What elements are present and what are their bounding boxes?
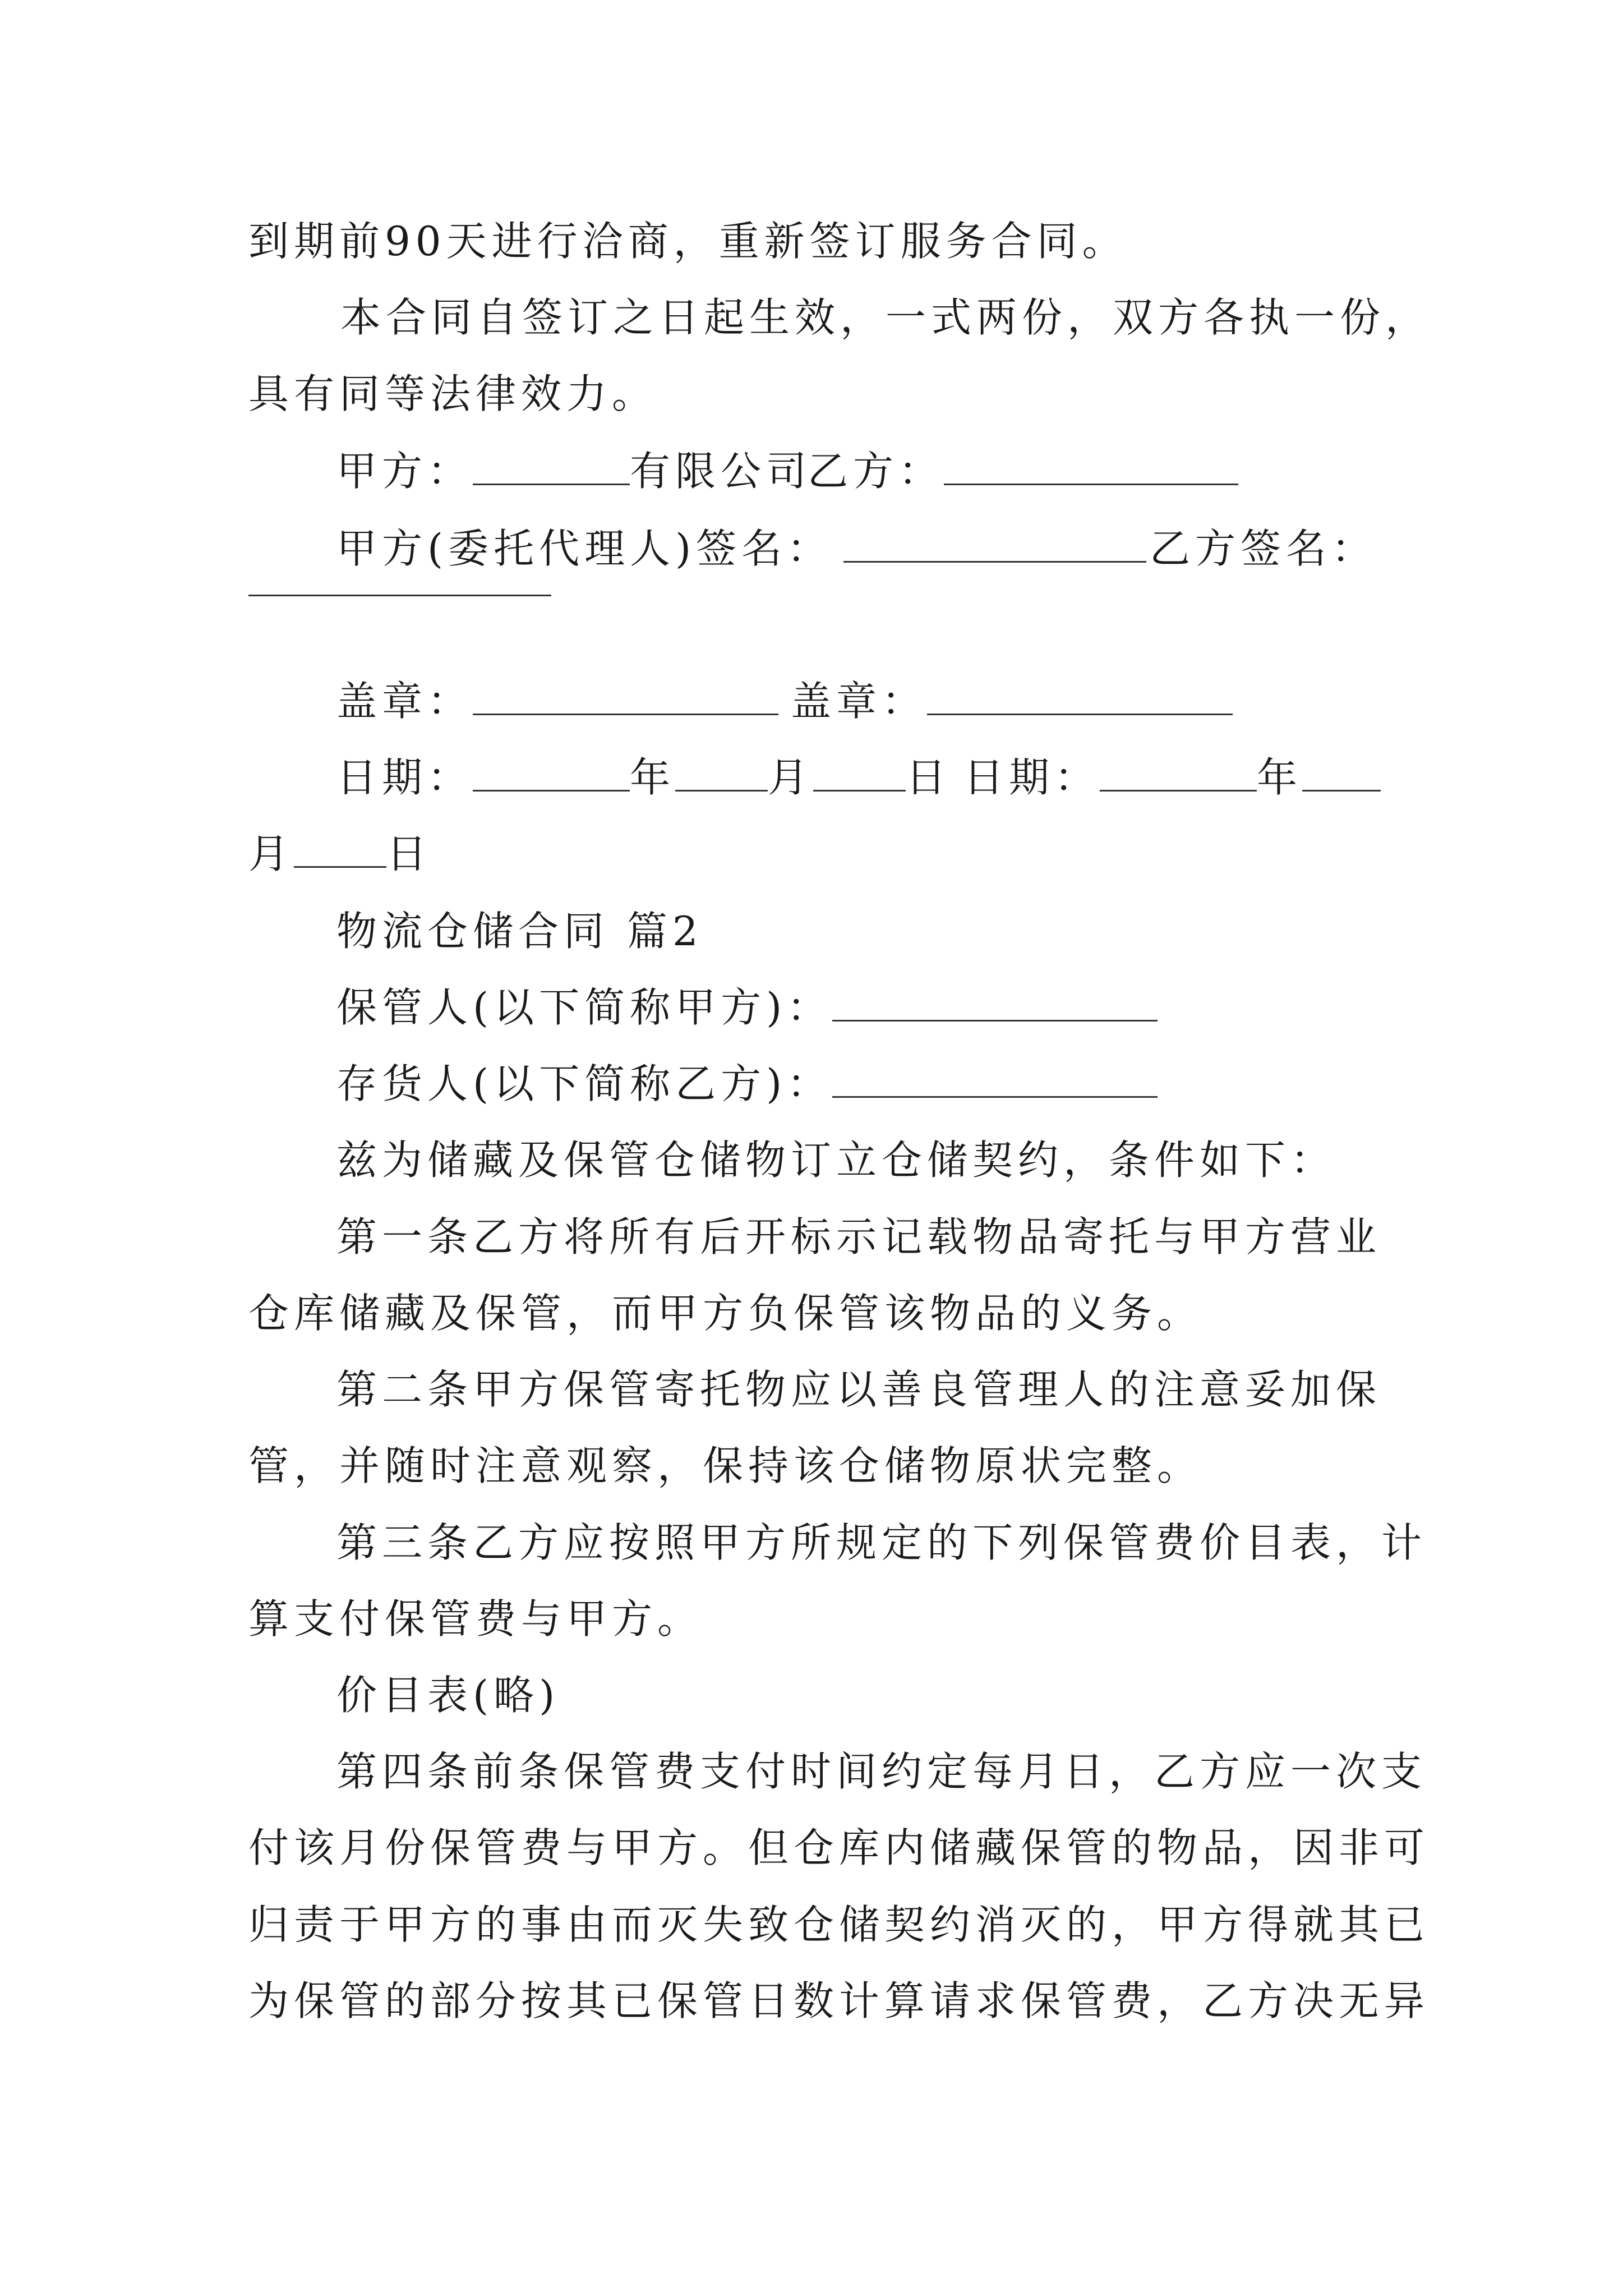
sign-a-blank[interactable] (843, 522, 1146, 563)
paragraph-line (336, 1743, 1427, 1800)
sign-a-label: 甲方(委托代理人)签名： (336, 525, 833, 572)
party-b-line (808, 443, 1238, 499)
line-text: 第三条乙方应按照甲方所规定的下列保管费价目表，计 (336, 1519, 1427, 1566)
depositor-line (336, 1056, 1158, 1112)
day-a-blank[interactable] (813, 751, 906, 792)
month-a-blank[interactable] (675, 751, 768, 792)
line-text: 第一条乙方将所有后开标示记载物品寄托与甲方营业 (336, 1213, 1382, 1260)
seal-a-label: 盖章： (336, 678, 473, 725)
line-text: 到期前90天进行洽商，重新签订服务合同。 (248, 218, 1128, 265)
company-suffix: 有限公司 (630, 448, 812, 495)
sign-b-blank[interactable] (248, 595, 551, 596)
sign-b-label: 乙方签名： (1150, 525, 1377, 572)
paragraph-line (248, 1438, 1381, 1494)
party-a-blank[interactable] (473, 444, 630, 485)
month-b-blank-start[interactable] (1302, 751, 1381, 792)
custodian-label: 保管人(以下简称甲方)： (336, 984, 833, 1031)
section-title-text: 物流仓储合同 篇2 (336, 908, 703, 955)
intro-text: 兹为储藏及保管仓储物订立仓储契约，条件如下： (336, 1137, 1336, 1184)
party-b-blank[interactable] (944, 444, 1238, 485)
seal-line-a (336, 673, 778, 729)
date-line-b (963, 749, 1381, 806)
custodian-line (336, 979, 1158, 1036)
day-b-label: 日 (386, 830, 432, 877)
party-a-label: 甲方： (336, 448, 473, 495)
section-title (336, 903, 703, 959)
seal-a-blank[interactable] (473, 674, 778, 715)
paragraph-line (340, 289, 1431, 346)
year-b-label: 年 (1257, 754, 1303, 801)
month-a-label: 月 (768, 754, 814, 801)
paragraph-line (248, 1820, 1430, 1876)
paragraph-line (248, 1591, 1381, 1647)
line-text: 仓库储藏及保管，而甲方负保管该物品的义务。 (248, 1290, 1203, 1337)
day-b-blank[interactable] (294, 827, 386, 868)
depositor-label: 存货人(以下简称乙方)： (336, 1060, 833, 1107)
signature-line-a (336, 521, 1146, 577)
paragraph-line (336, 1361, 1381, 1418)
date-line-b-cont (248, 826, 432, 882)
line-text: 具有同等法律效力。 (248, 370, 658, 417)
price-list-text: 价目表(略) (336, 1672, 560, 1719)
line-text: 第二条甲方保管寄托物应以善良管理人的注意妥加保 (336, 1366, 1382, 1413)
line-text: 第四条前条保管费支付时间约定每月日，乙方应一次支 (336, 1748, 1427, 1795)
day-a-label: 日 (906, 754, 952, 801)
paragraph-line (336, 1515, 1427, 1571)
month-b-label: 月 (248, 830, 294, 877)
seal-line-b (791, 673, 1233, 729)
date-line (336, 749, 951, 806)
year-a-label: 年 (630, 754, 676, 801)
line-text: 本合同自签订之日起生效，一式两份，双方各执一份， (340, 294, 1431, 341)
year-a-blank[interactable] (473, 751, 630, 792)
seal-b-label: 盖章： (791, 678, 928, 725)
line-text: 付该月份保管费与甲方。但仓库内储藏保管的物品，因非可 (248, 1824, 1430, 1871)
year-b-blank[interactable] (1100, 751, 1257, 792)
paragraph-line (248, 1973, 1430, 2029)
paragraph-line (248, 213, 1381, 269)
depositor-blank[interactable] (832, 1057, 1158, 1098)
party-b-label: 乙方： (808, 448, 944, 495)
line-text: 归责于甲方的事由而灭失致仓储契约消灭的，甲方得就其已 (248, 1901, 1430, 1948)
paragraph-line (248, 1897, 1430, 1953)
line-text: 管，并随时注意观察，保持该仓储物原状完整。 (248, 1442, 1203, 1489)
price-list-line (336, 1667, 560, 1723)
intro-line (336, 1132, 1336, 1188)
line-text: 为保管的部分按其已保管日数计算请求保管费，乙方决无异 (248, 1977, 1430, 2024)
paragraph-line (336, 1209, 1381, 1265)
line-text: 算支付保管费与甲方。 (248, 1595, 703, 1642)
paragraph-line (248, 1285, 1381, 1341)
seal-b-blank[interactable] (927, 674, 1233, 715)
date-a-label: 日期： (336, 754, 473, 801)
date-b-label: 日期： (963, 754, 1100, 801)
signature-line-b (1150, 521, 1377, 577)
party-line (336, 443, 811, 499)
paragraph-line (248, 366, 1381, 422)
custodian-blank[interactable] (832, 981, 1158, 1022)
